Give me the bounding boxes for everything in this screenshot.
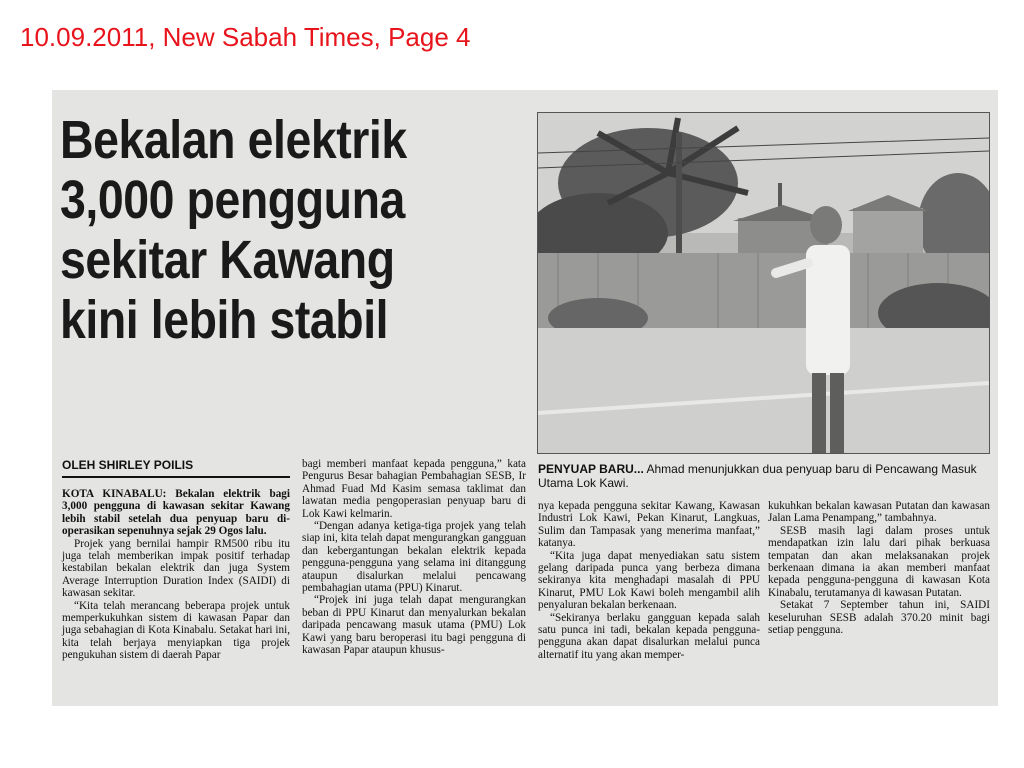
article-column-3 — [538, 500, 760, 661]
paragraph: SESB masih lagi dalam proses untuk mendapatkan izin lalu dari pihak berkuasa tempatan dan akan melaksanakan projek berkenaan dimana ia akan memberi manfaat kepada pengguna-pengguna di kawasan Kota Kinabalu, terutamanya di kawasan Putatan. — [768, 524, 990, 599]
article-photo — [537, 112, 990, 454]
headline-line: 3,000 pengguna — [60, 170, 405, 230]
paragraph: kukuhkan bekalan kawasan Putatan dan kawasan Jalan Lama Penampang,” tambahnya. — [768, 500, 990, 525]
article-column-2 — [302, 458, 526, 657]
article-headline — [60, 110, 462, 350]
caption-text: Ahmad menunjukkan dua penyuap baru di Pencawang Masuk Utama Lok Kawi. — [538, 462, 977, 490]
slide-title: 10.09.2011, New Sabah Times, Page 4 — [20, 22, 471, 52]
paragraph: KOTA KINABALU: Bekalan elektrik bagi 3,000 pengguna di kawasan sekitar Kawang lebih stabil setelah dua penyuap baru di-operasikan sepenuhnya sejak 29 Ogos lalu. — [62, 488, 290, 538]
photo-scene — [538, 113, 989, 453]
paragraph: “Projek ini juga telah dapat mengurangkan beban di PPU Kinarut dan menyalurkan bekalan daripada pencawang masuk utama (PMU) Lok Kawi yang baru beroperasi itu bagi pengguna di kawasan Papar ataupun khusus- — [302, 594, 526, 657]
caption-label: PENYUAP BARU... — [538, 462, 644, 476]
paragraph: nya kepada pengguna sekitar Kawang, Kawasan Industri Lok Kawi, Pekan Kinarut, Langkuas, Sulim dan Tampasak yang menerima manfaat,” katanya. — [538, 500, 760, 550]
paragraph: “Kita telah merancang beberapa projek untuk memperkukuhkan sistem di kawasan Papar dan juga sebahagian di Kota Kinabalu. Setakat hari ini, kita telah berjaya menyiapkan tiga projek pengukuhan sistem di daerah Papar — [62, 599, 290, 662]
headline-line: kini lebih stabil — [60, 290, 389, 350]
paragraph: “Kita juga dapat menyediakan satu sistem gelang daripada punca yang berbeza dimana sekiranya kita menghadapi masalah di PPU Kinarut, PMU Lok Kawi boleh mengambil alih penyaluran bekalan berkenaan. — [538, 549, 760, 612]
article-column-1 — [62, 488, 290, 662]
article-byline: OLEH SHIRLEY POILIS — [62, 458, 194, 472]
paragraph: bagi memberi manfaat kepada pengguna,” kata Pengurus Besar bahagian Pembahagian SESB, Ir Ahmad Fuad Md Kasim semasa taklimat dan lawatan media pengoperasian penyuap baru di Lok Kawi kelmarin. — [302, 458, 526, 520]
byline-divider — [62, 476, 290, 478]
paragraph: “Dengan adanya ketiga-tiga projek yang telah siap ini, kita telah dapat mengurangkan gangguan dan kebergantungan bekalan elektrik kepada pengguna-pengguna yang selama ini ditanggung ataupun disalurkan melalui pencawang pembahagian utama (PPU) Kinarut. — [302, 520, 526, 595]
headline-line: sekitar Kawang — [60, 230, 395, 290]
paragraph: Setakat 7 September tahun ini, SAIDI keseluruhan SESB adalah 370.20 minit bagi setiap pengguna. — [768, 599, 990, 637]
headline-line: Bekalan elektrik — [60, 110, 407, 170]
photo-caption — [538, 462, 988, 490]
paragraph: Projek yang bernilai hampir RM500 ribu itu juga telah memberikan impak positif terhadap kestabilan bekalan elektrik dan juga System Average Interruption Duration Index (SAIDI) di kawasan sekitar. — [62, 537, 290, 600]
paragraph: “Sekiranya berlaku gangguan kepada salah satu punca ini tadi, bekalan kepada pengguna-pengguna akan dapat disalurkan melalui punca alternatif itu yang akan memper- — [538, 611, 760, 661]
newspaper-clipping — [52, 90, 998, 706]
article-column-4 — [768, 500, 990, 636]
